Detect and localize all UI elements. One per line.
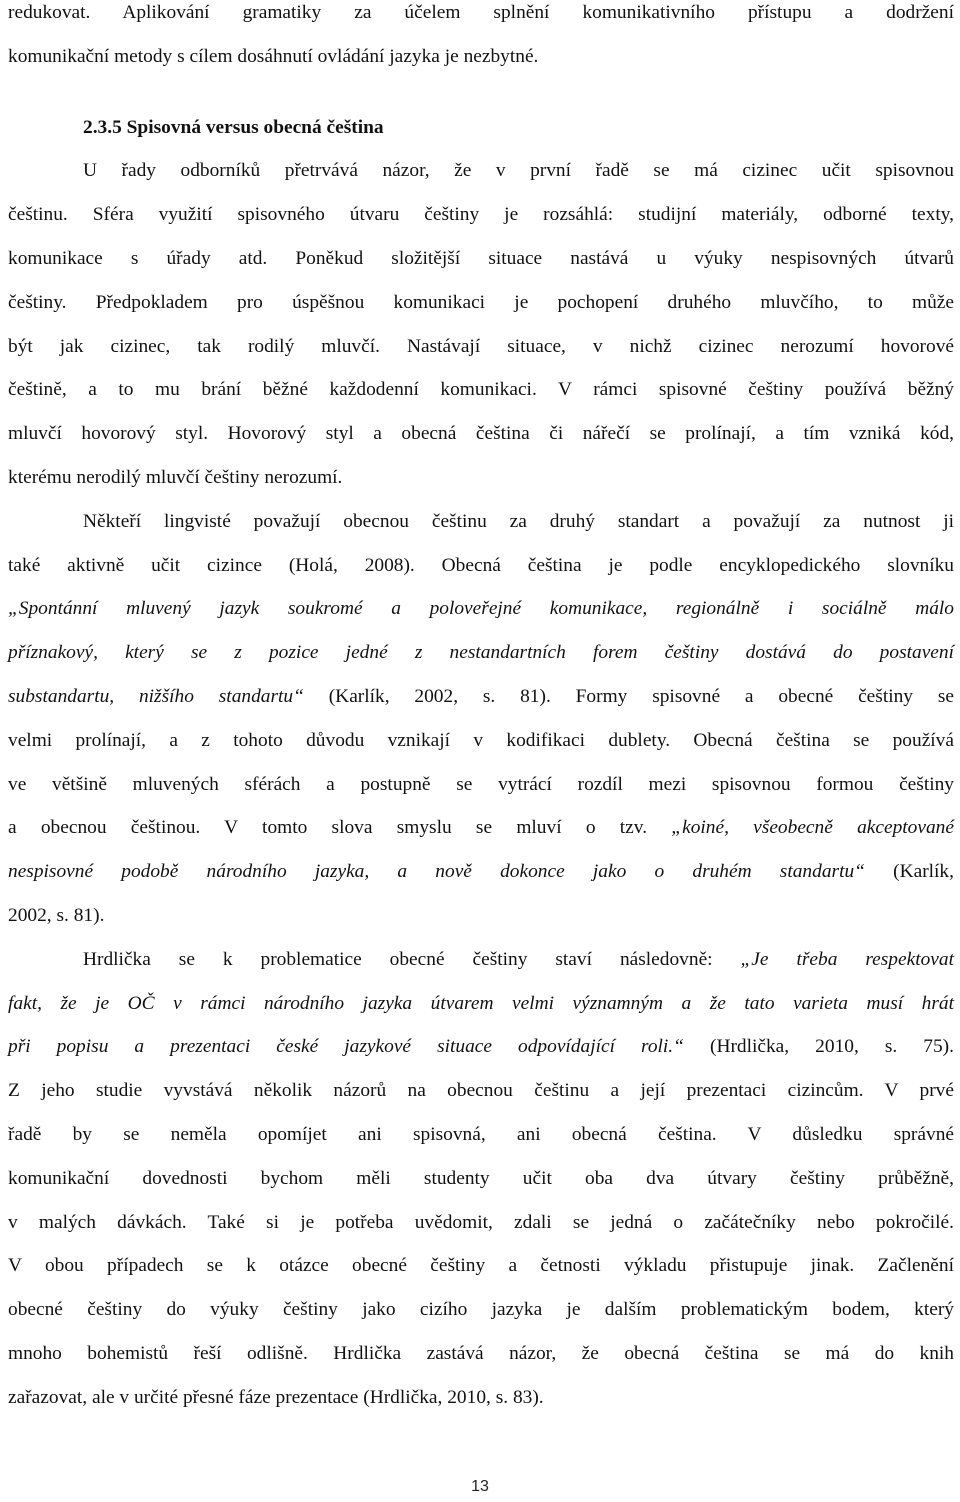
citation-fragment: (Karlík, [864, 861, 954, 883]
body-text-line: V obou případech se k otázce obecné češtiny a četnosti výkladu přistupuje jinak. Začlenění [8, 1255, 954, 1277]
body-text-line: ve většině mluvených sférách a postupně se vytrácí rozdíl mezi spisovnou formou češtiny [8, 773, 954, 795]
body-text-line: češtině, a to mu brání běžné každodenní komunikaci. V rámci spisovné češtiny používá běžný [8, 379, 954, 401]
quotation-fragment: při popisu a prezentaci české jazykové situace odpovídající roli.“ [8, 1036, 684, 1058]
body-text-line [8, 850, 954, 894]
text-fragment: a obecnou češtinou. V tomto slova smyslu se mluví o tzv. [8, 817, 672, 839]
body-text-line: kterému nerodilý mluvčí češtiny nerozumí. [8, 466, 343, 488]
body-text-line: Z jeho studie vyvstává několik názorů na obecnou češtinu a její prezentaci cizincům. V prvé [8, 1080, 954, 1102]
body-text-line [8, 675, 954, 719]
section-spacer [8, 79, 954, 106]
body-text-line [8, 806, 954, 850]
page-number: 13 [471, 1478, 489, 1495]
body-text-line: také aktivně učit cizince (Holá, 2008). Obecná čeština je podle encyklopedického slovníku [8, 554, 954, 576]
document-page [8, 0, 954, 1420]
quotation-fragment: „koiné, všeobecně akceptované [671, 817, 954, 839]
citation-fragment: (Karlík, 2002, s. 81). Formy spisovné a obecné češtiny se [303, 685, 954, 707]
section-heading [8, 106, 954, 150]
quotation-fragment: substandartu, nižšího standartu“ [8, 685, 304, 707]
text-fragment: Hrdlička se k problematice obecné češtiny staví následovně: [83, 948, 741, 970]
body-text-line: 2002, s. 81). [8, 904, 105, 926]
body-text-line: řadě by se neměla opomíjet ani spisovná, ani obecná čeština. V důsledku správné [8, 1123, 954, 1145]
body-text-line: redukovat. Aplikování gramatiky za účelem splnění komunikativního přístupu a dodržení [8, 2, 954, 23]
body-text-line: v malých dávkách. Také si je potřeba uvědomit, zdali se jedná o začátečníky nebo pokročilé. [8, 1211, 954, 1233]
body-text-line [8, 938, 954, 982]
citation-fragment: (Hrdlička, 2010, s. 75). [683, 1036, 954, 1058]
body-text-line: zařazovat, ale v určité přesné fáze prezentace (Hrdlička, 2010, s. 83). [8, 1386, 544, 1408]
section-title: Spisovná versus obecná čeština [126, 116, 384, 138]
quotation-fragment: „Je třeba respektovat [740, 948, 954, 970]
body-text-line [8, 1025, 954, 1069]
section-number: 2.3.5 [83, 116, 122, 138]
body-text-line: komunikační metody s cílem dosáhnutí ovládání jazyka je nezbytné. [8, 45, 539, 67]
quotation-line: příznakový, který se z pozice jedné z nestandartních forem češtiny dostává do postavení [8, 642, 954, 664]
quotation-fragment: nespisovné podobě národního jazyka, a nově dokonce jako o druhém standartu“ [8, 861, 865, 883]
quotation-line: „Spontánní mluvený jazyk soukromé a poloveřejné komunikace, regionálně i sociálně málo [8, 598, 954, 620]
body-text-line: být jak cizinec, tak rodilý mluvčí. Nastávají situace, v nichž cizinec nerozumí hovorové [8, 335, 954, 357]
body-text-line: komunikace s úřady atd. Poněkud složitější situace nastává u výuky nespisovných útvarů [8, 247, 954, 269]
body-text-line: Někteří lingvisté považují obecnou češtinu za druhý standart a považují za nutnost ji [83, 510, 954, 532]
body-text-line: velmi prolínají, a z tohoto důvodu vznikají v kodifikaci dublety. Obecná čeština se používá [8, 729, 954, 751]
body-text-line: mluvčí hovorový styl. Hovorový styl a obecná čeština či nářečí se prolínají, a tím vzniká kód, [8, 423, 954, 445]
body-text-line: mnoho bohemistů řeší odlišně. Hrdlička zastává názor, že obecná čeština se má do knih [8, 1342, 954, 1364]
body-text-line: komunikační dovednosti bychom měli studenty učit oba dva útvary češtiny průběžně, [8, 1167, 954, 1189]
body-text-line: obecné češtiny do výuky češtiny jako cizího jazyka je dalším problematickým bodem, který [8, 1299, 954, 1321]
body-text-line: U řady odborníků přetrvává názor, že v první řadě se má cizinec učit spisovnou [83, 160, 954, 182]
body-text-line: češtiny. Předpokladem pro úspěšnou komunikaci je pochopení druhého mluvčího, to může [8, 291, 954, 313]
body-text-line: češtinu. Sféra využití spisovného útvaru češtiny je rozsáhlá: studijní materiály, odborné texty, [8, 204, 954, 226]
quotation-line: fakt, že je OČ v rámci národního jazyka útvarem velmi významným a že tato varieta musí hrát [8, 992, 954, 1014]
